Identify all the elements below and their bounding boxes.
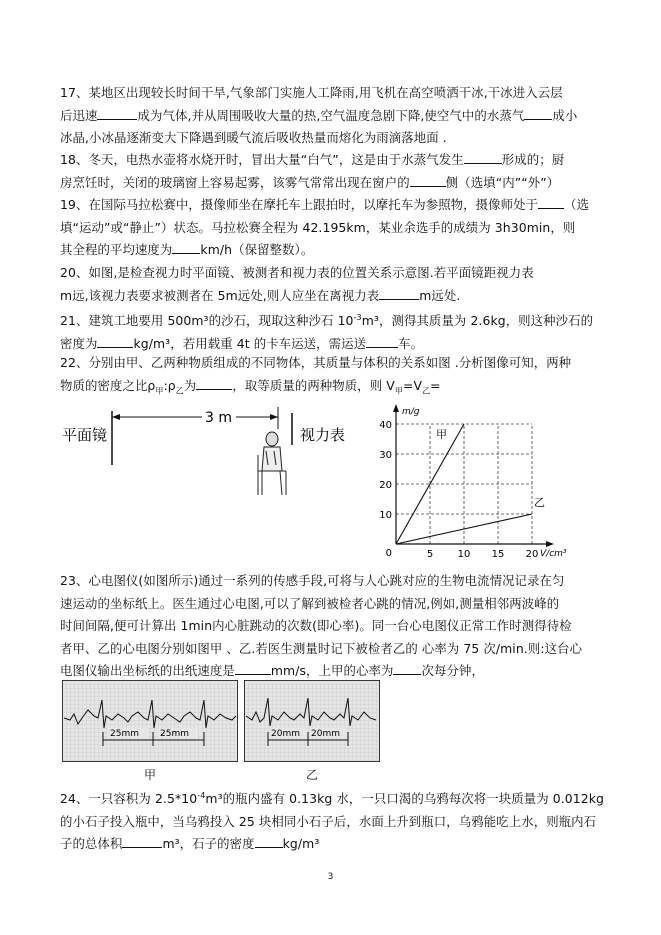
q18-text: 形成的；厨: [501, 152, 565, 167]
answer-blank: [410, 172, 446, 187]
q22-text: =V: [403, 377, 423, 393]
ecg-jia: [62, 680, 238, 762]
q23-text: 次每分钟，: [421, 663, 484, 678]
q24-line1: [60, 785, 608, 811]
q22-text: 为: [183, 377, 197, 393]
y-axis-label: m/g: [402, 407, 420, 417]
answer-blank: [538, 194, 564, 209]
q18-text: 侧（选填“内”“外”）: [445, 174, 560, 190]
y-axis-arrow-icon: [393, 404, 399, 412]
question-23: [60, 570, 608, 683]
answer-blank: [366, 333, 398, 348]
question-20: [60, 262, 608, 307]
ecg-jia-distance-1: 25mm: [110, 729, 139, 739]
q21-text: 21、建筑工地要用 500m³的沙石，现取这种沙石 10: [60, 313, 354, 329]
vision-test-figure: [60, 405, 380, 515]
y-tick-label: 40: [379, 420, 392, 431]
q18-line1: [60, 149, 608, 172]
q19-line3: [60, 239, 608, 262]
ecg-jia-distance-2: 25mm: [160, 729, 189, 739]
x-tick-label: 5: [426, 549, 434, 560]
q24-text: m³的瓶内盛有 0.13kg 水，一只口渴的乌鸦每次将一块质量为 0.012kg: [205, 791, 604, 807]
x-axis-label: V/cm³: [540, 549, 567, 559]
q20-line1: 20、如图,是检查视力时平面镜、被测者和视力表的位置关系示意图.若平面镜距视力表: [60, 265, 534, 280]
q19-text: km/h（保留整数）。: [200, 242, 314, 257]
q24-text: m³，石子的密度: [162, 836, 255, 852]
q20-text: m远处.: [419, 287, 461, 303]
q21-text: 车。: [398, 335, 424, 351]
q18-line2: [60, 172, 608, 195]
q23-text: mm/s，上甲的心率为: [270, 663, 394, 678]
q18-text: 18、冬天，电热水壶将水烧开时，冒出大量“白气”，这是由于水蒸气发生: [60, 152, 464, 167]
mirror-label: 平面镜: [62, 426, 108, 444]
q24-line2: 的小石子投入瓶中，当乌鸦投入 25 块相同小石子后，水面上升到瓶口，乌鸦能吃上水，则瓶内石: [60, 813, 597, 829]
q24-text: kg/m³: [282, 836, 320, 852]
answer-blank: [235, 660, 271, 675]
ecg-grid: [245, 681, 380, 762]
q23-line4: 者甲、乙的心电图分别如图甲 、乙.若医生测量时记下被检者乙的 心率为 75 次/min.则:这台心: [60, 640, 583, 656]
ecg-jia-label: 甲: [144, 768, 157, 782]
q21-line1: [60, 307, 608, 333]
q22-subscript: 乙: [422, 385, 431, 395]
ecg-yi-label: 乙: [306, 768, 319, 782]
page-number: 3: [327, 872, 334, 882]
q17-text: 后迅速: [60, 107, 98, 123]
q24-line3: [60, 833, 608, 856]
q22-text: ，取等质量的两种物质，则 V: [232, 377, 395, 393]
q22-text: =: [430, 377, 441, 393]
x-axis-arrow-icon: [546, 541, 554, 547]
q20-line2: [60, 285, 608, 308]
series-label-yi: 乙: [534, 496, 545, 509]
y-tick-label: 10: [379, 510, 392, 521]
q17-line1: 17、某地区出现较长时间干旱,气象部门实施人工降雨,用飞机在高空喷洒干冰,干冰进入云层: [60, 85, 563, 100]
x-tick-label: 15: [491, 549, 505, 560]
q24-exponent: -4: [197, 791, 206, 800]
answer-blank: [255, 833, 283, 848]
q23-line1: 23、心电图仪(如图所示)通过一系列的传感手段,可将与人心跳对应的生物电流情况记录在匀: [60, 573, 565, 588]
origin-label: 0: [385, 548, 392, 559]
answer-blank: [524, 105, 552, 120]
question-18: [60, 149, 608, 194]
q22-text: :ρ: [163, 377, 176, 393]
series-label-jia: 甲: [436, 428, 447, 441]
q19-text: 19、在国际马拉松赛中，摄像师坐在摩托车上跟拍时，以摩托车为参照物，摄像师处于: [60, 197, 539, 212]
q23-line2: 速运动的坐标纸上。医生通过心电图,可以了解到被检者心跳的情况,例如,测量相邻两波峰的: [60, 595, 560, 611]
q17-text: 成为气体,并从周围吸收大量的热,空气温度急剧下降,使空气中的水蒸气: [137, 107, 525, 123]
q22-text: 物质的密度之比ρ: [60, 377, 156, 393]
chart-labels: [379, 407, 567, 560]
q24-text: 子的总体积: [60, 836, 123, 852]
question-24: [60, 785, 608, 856]
answer-blank: [379, 285, 419, 300]
q23-line3: 时间间隔,便可计算出 1min内心脏跳动的次数(即心率)。同一台心电图仪正常工作时测得待检: [60, 618, 572, 633]
arrow-right-icon: [270, 414, 278, 420]
q19-line1: [60, 194, 608, 217]
q18-text: 房烹饪时，关闭的玻璃窗上容易起雾，该雾气常常出现在窗户的: [60, 174, 410, 190]
distance-label: 3 m: [205, 410, 232, 426]
answer-blank: [122, 833, 162, 848]
x-tick-label: 20: [525, 549, 539, 560]
ecg-grid: [63, 681, 238, 762]
q22-subscript: 甲: [155, 385, 164, 395]
arrow-left-icon: [112, 414, 120, 420]
q22-line1: 22、分别由甲、乙两种物质组成的不同物体，其质量与体积的关系如图 .分析图像可知，两种: [60, 355, 572, 370]
answer-blank: [97, 105, 137, 120]
y-tick-label: 20: [379, 480, 392, 491]
y-tick-label: 30: [379, 450, 392, 461]
q19-text: 其全程的平均速度为: [60, 242, 173, 257]
question-21: [60, 307, 608, 355]
answer-blank: [464, 149, 502, 164]
q24-text: 24、一只容积为 2.5*10: [60, 791, 198, 807]
x-tick-label: 10: [457, 549, 471, 560]
question-19: [60, 194, 608, 262]
q22-subscript: 乙: [175, 385, 184, 395]
q21-exponent: -3: [353, 313, 362, 322]
q17-line3: 冰晶,小冰晶逐渐变大下降遇到暖气流后吸收热量而熔化为雨滴落地面 .: [60, 130, 447, 145]
answer-blank: [172, 239, 200, 254]
q17-text: 成小: [552, 107, 578, 123]
ecg-yi-distance-2: 20mm: [311, 729, 340, 739]
person-sitting-icon: [258, 432, 286, 495]
chart-axes: [393, 404, 554, 547]
q21-text: kg/m³，若用载重 4t 的卡车运送，需运送: [133, 335, 367, 351]
answer-blank: [196, 375, 232, 390]
chart-grid: [396, 424, 532, 544]
mass-volume-chart: [372, 394, 567, 560]
q19-line2: 填“运动”或“静止”）状态。马拉松赛全程为 42.195km，某业余选手的成绩为 3h30min，则: [60, 219, 576, 235]
eye-chart-label: 视力表: [300, 426, 346, 444]
q23-text: 电图仪输出坐标纸的出纸速度是: [60, 663, 235, 678]
q21-text: 密度为: [60, 335, 98, 351]
q21-text: m³，测得其质量为 2.6kg，则这种沙石的: [361, 313, 594, 329]
question-17: [60, 82, 608, 150]
q20-text: m远,该视力表要求被测者在 5m远处,则人应坐在离视力表: [60, 287, 380, 303]
ecg-yi-distance-1: 20mm: [271, 729, 300, 739]
ecg-yi: [244, 680, 380, 762]
q19-text: （选: [564, 197, 590, 212]
q22-subscript: 甲: [394, 385, 403, 395]
q17-line2: [60, 105, 608, 128]
answer-blank: [97, 333, 133, 348]
answer-blank: [393, 660, 421, 675]
